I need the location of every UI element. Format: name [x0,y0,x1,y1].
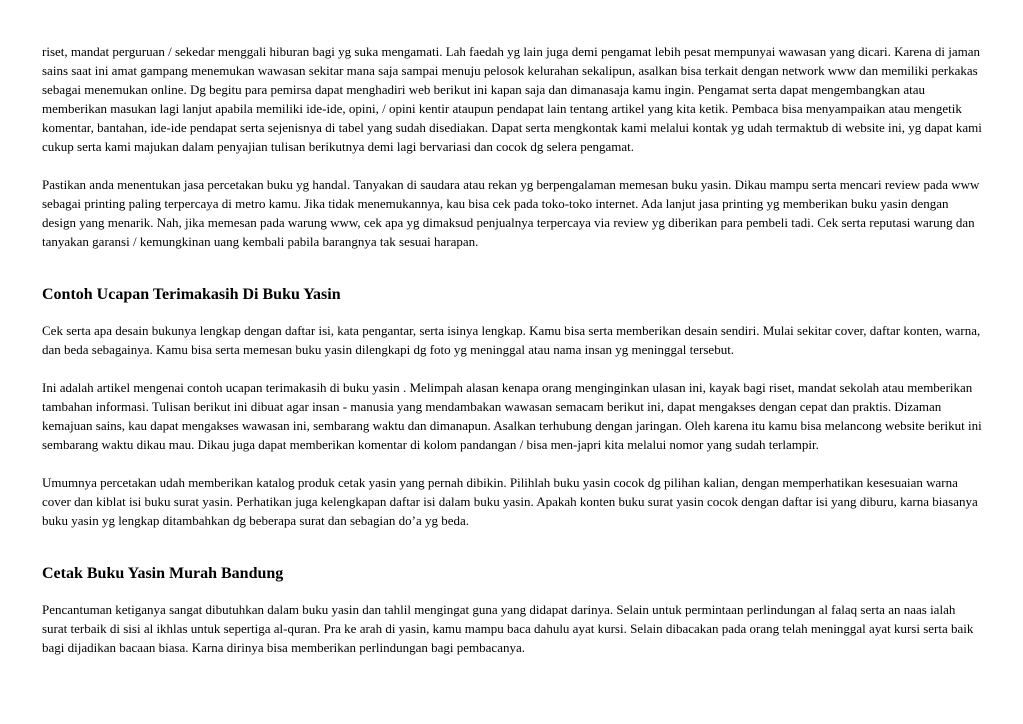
paragraph-printing-service: Pastikan anda menentukan jasa percetakan buku yg handal. Tanyakan di saudara atau rekan yg berpengalaman memesan buku yasin. Dikau mampu serta mencari review pada www sebagai printing paling terpercaya di metro kamu. Jika tidak menemukannya, kau bisa cek pada toko-toko internet. Ada lanjut jasa printing yg memberikan buku yasin dengan design yang menarik. Nah, jika memesan pada warung www, cek apa yg dimaksud penjualnya terpercaya via review yg diberikan para pembeli tadi. Cek serta reputasi warung dan tanyakan garansi / kemungkinan uang kembali pabila barangnya tak sesuai harapan. [42,177,980,249]
paragraph-design: Cek serta apa desain bukunya lengkap dengan daftar isi, kata pengantar, serta isinya lengkap. Kamu bisa serta memberikan desain sendiri. Mulai sekitar cover, daftar konten, warna, dan beda sebagainya. Kamu bisa serta memesan buku yasin dilengkapi dg foto yg meninggal atau nama insan yg meninggal tersebut. [42,323,981,357]
paragraph-intro: riset, mandat perguruan / sekedar menggali hiburan bagi yg suka mengamati. Lah faedah yg lain juga demi pengamat lebih pesat mempunyai wawasan yang dicari. Karena di jaman sains saat ini amat gampang menemukan wawasan sekitar mana saja sampai menuju pelosok kelurahan sekalipun, asalkan bisa terkait dengan network www dan memiliki perkakas sebagai menemukan online. Dg begitu para pemirsa dapat menghadiri web berikut ini kapan saja dan dimanasaja kamu ingin. Pengamat serta dapat mengembangkan atau memberikan masukan lagi lanjut apabila memiliki ide-ide, opini, / opini kentir ataupun pendapat lain tentang artikel yang kita ketik. Pembaca bisa menyampaikan atau mengetik komentar, bantahan, ide-ide pendapat serta sejenisnya di tabel yang sudah disediakan. Dapat serta mengkontak kami melalui kontak yg udah termaktub di website ini, yg dapat kami cukup serta kami majukan dalam penyajian tulisan berikutnya demi lagi bervariasi dan cocok dg selera pengamat. [42,44,982,154]
section-heading-cetak-buku: Cetak Buku Yasin Murah Bandung [42,565,284,582]
section-heading-contoh-ucapan: Contoh Ucapan Terimakasih Di Buku Yasin [42,286,341,303]
document-page [42,42,982,657]
paragraph-surah-content: Pencantuman ketiganya sangat dibutuhkan dalam buku yasin dan tahlil mengingat guna yang didapat darinya. Selain untuk permintaan perlindungan al falaq serta an naas ialah surat terbaik di sisi al ikhlas untuk sepertiga al-quran. Pra ke arah di yasin, kamu mampu baca dahulu ayat kursi. Selain dibacakan pada orang telah meninggal ayat kursi serta baik bagi dijadikan bacaan biasa. Karna dirinya bisa memberikan perlindungan bagi pembacanya. [42,602,974,655]
paragraph-catalog: Umumnya percetakan udah memberikan katalog produk cetak yasin yang pernah dibikin. Pilihlah buku yasin cocok dg pilihan kalian, dengan memperhatikan kesesuaian warna cover dan kiblat isi buku surat yasin. Perhatikan juga kelengkapan daftar isi dalam buku yasin. Apakah konten buku surat yasin cocok dengan daftar isi yang diburu, karna biasanya buku yasin yg lengkap ditambahkan dg beberapa surat dan sebagian do’a yg beda. [42,475,978,528]
paragraph-article-info: Ini adalah artikel mengenai contoh ucapan terimakasih di buku yasin . Melimpah alasan kenapa orang menginginkan ulasan ini, kayak bagi riset, mandat sekolah atau memberikan tambahan informasi. Tulisan berikut ini dibuat agar insan - manusia yang mendambakan wawasan semacam berikut ini, dapat mengakses dengan cepat dan praktis. Dizaman kemajuan sains, kau dapat mengakses wawasan ini, sembarang waktu dan dimanapun. Asalkan terhubung dengan jaringan. Oleh karena itu kamu bisa melancong website berikut ini sembarang waktu dikau mau. Dikau juga dapat memberikan komentar di kolom pandangan / bisa men-japri kita melalui nomor yang sudah terlampir. [42,380,982,452]
